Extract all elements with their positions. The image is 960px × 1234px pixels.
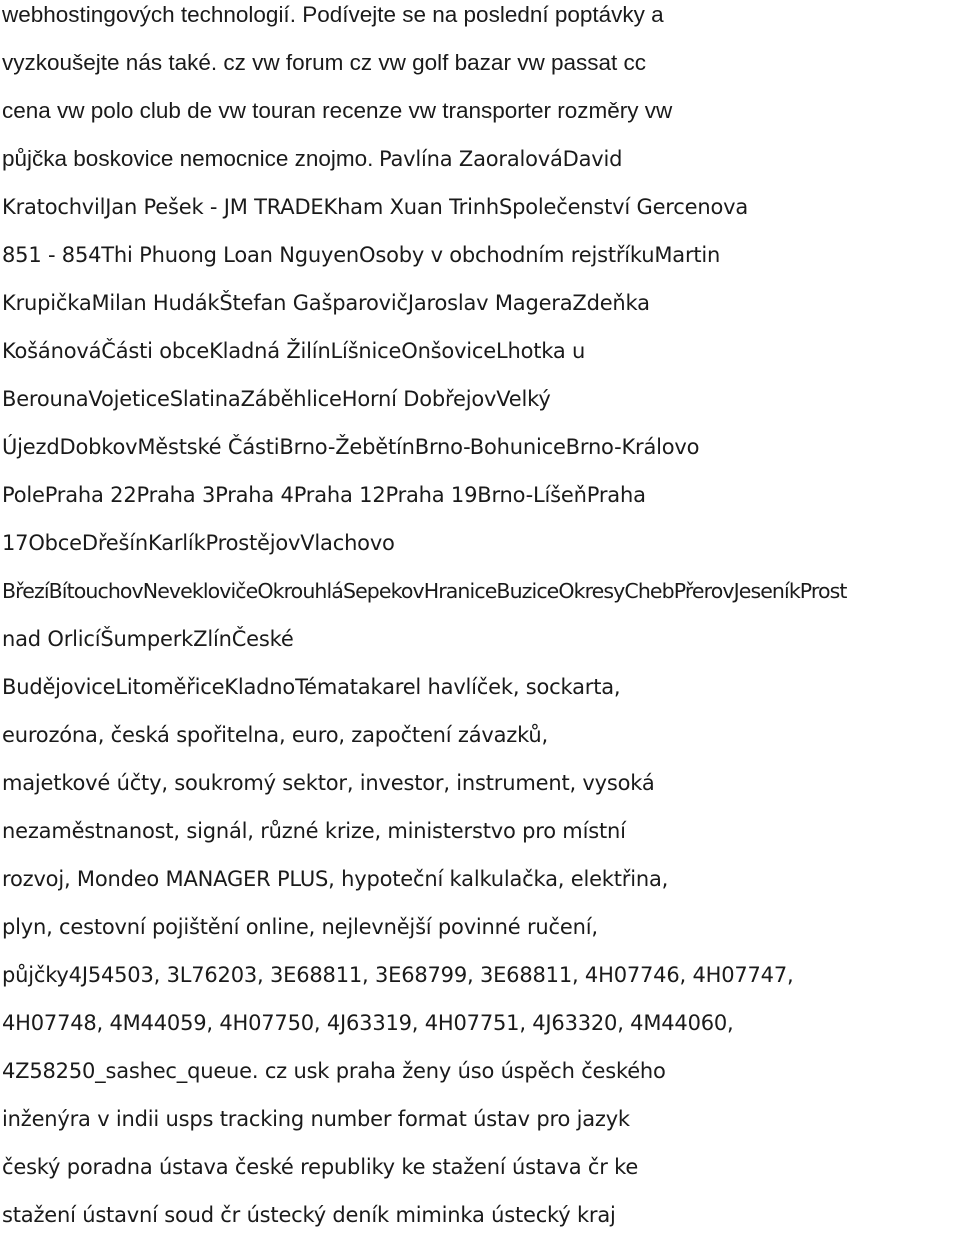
- text-line: plyn, cestovní pojištění online, nejlevnější povinné ručení,: [2, 915, 598, 939]
- text-line: stažení ústavní soud čr ústecký deník miminka ústecký kraj: [2, 1203, 616, 1227]
- text-line: KrupičkaMilan HudákŠtefan GašparovičJaroslav MageraZdeňka: [2, 291, 650, 315]
- text-line: BerounaVojeticeSlatinaZáběhliceHorní DobřejovVelký: [2, 387, 551, 411]
- text-line: půjčky4J54503, 3L76203, 3E68811, 3E68799, 3E68811, 4H07746, 4H07747,: [2, 963, 794, 987]
- text-line: PolePraha 22Praha 3Praha 4Praha 12Praha 19Brno-LíšeňPraha: [2, 483, 646, 507]
- text-line: ÚjezdDobkovMěstské ČástiBrno-ŽebětínBrno-BohuniceBrno-Královo: [2, 435, 700, 459]
- text-line: rozvoj, Mondeo MANAGER PLUS, hypoteční kalkulačka, elektřina,: [2, 867, 669, 891]
- text-line: KratochvilJan Pešek - JM TRADEKham Xuan TrinhSpolečenství Gercenova: [2, 195, 748, 219]
- text-line: nad OrlicíŠumperkZlínČeské: [2, 627, 294, 651]
- text-line: nezaměstnanost, signál, různé krize, ministerstvo pro místní: [2, 819, 626, 843]
- text-line: 4Z58250_sashec_queue. cz usk praha ženy úso úspěch českého: [2, 1059, 666, 1083]
- text-line-mixed: [2, 144, 622, 174]
- text-line: webhostingových technologií. Podívejte se na poslední poptávky a: [2, 2, 664, 27]
- text-line: BřezíBítouchovNeveklovičeOkrouhláSepekovHraniceBuziceOkresyChebPřerovJeseníkProst: [2, 579, 847, 603]
- text-line: eurozóna, česká spořitelna, euro, započtení závazků,: [2, 723, 548, 747]
- text-segment: půjčka boskovice nemocnice znojmo.: [2, 146, 374, 171]
- text-line: KošánováČásti obceKladná ŽilínLíšniceOnšoviceLhotka u: [2, 339, 586, 363]
- text-line: BudějoviceLitoměřiceKladnoTématakarel havlíček, sockarta,: [2, 675, 621, 699]
- text-line: inženýra v indii usps tracking number format ústav pro jazyk: [2, 1107, 630, 1131]
- text-line: majetkové účty, soukromý sektor, investor, instrument, vysoká: [2, 771, 655, 795]
- text-line: 4H07748, 4M44059, 4H07750, 4J63319, 4H07751, 4J63320, 4M44060,: [2, 1011, 734, 1035]
- text-line: český poradna ústava české republiky ke stažení ústava čr ke: [2, 1155, 639, 1179]
- text-segment: Pavlína ZaoralováDavid: [378, 147, 623, 171]
- text-line: 17ObceDřešínKarlíkProstějovVlachovo: [2, 531, 395, 555]
- text-line: 851 - 854Thi Phuong Loan NguyenOsoby v obchodním rejstříkuMartin: [2, 243, 721, 267]
- text-line: cena vw polo club de vw touran recenze vw transporter rozměry vw: [2, 98, 673, 123]
- text-line: vyzkoušejte nás také. cz vw forum cz vw golf bazar vw passat cc: [2, 50, 646, 75]
